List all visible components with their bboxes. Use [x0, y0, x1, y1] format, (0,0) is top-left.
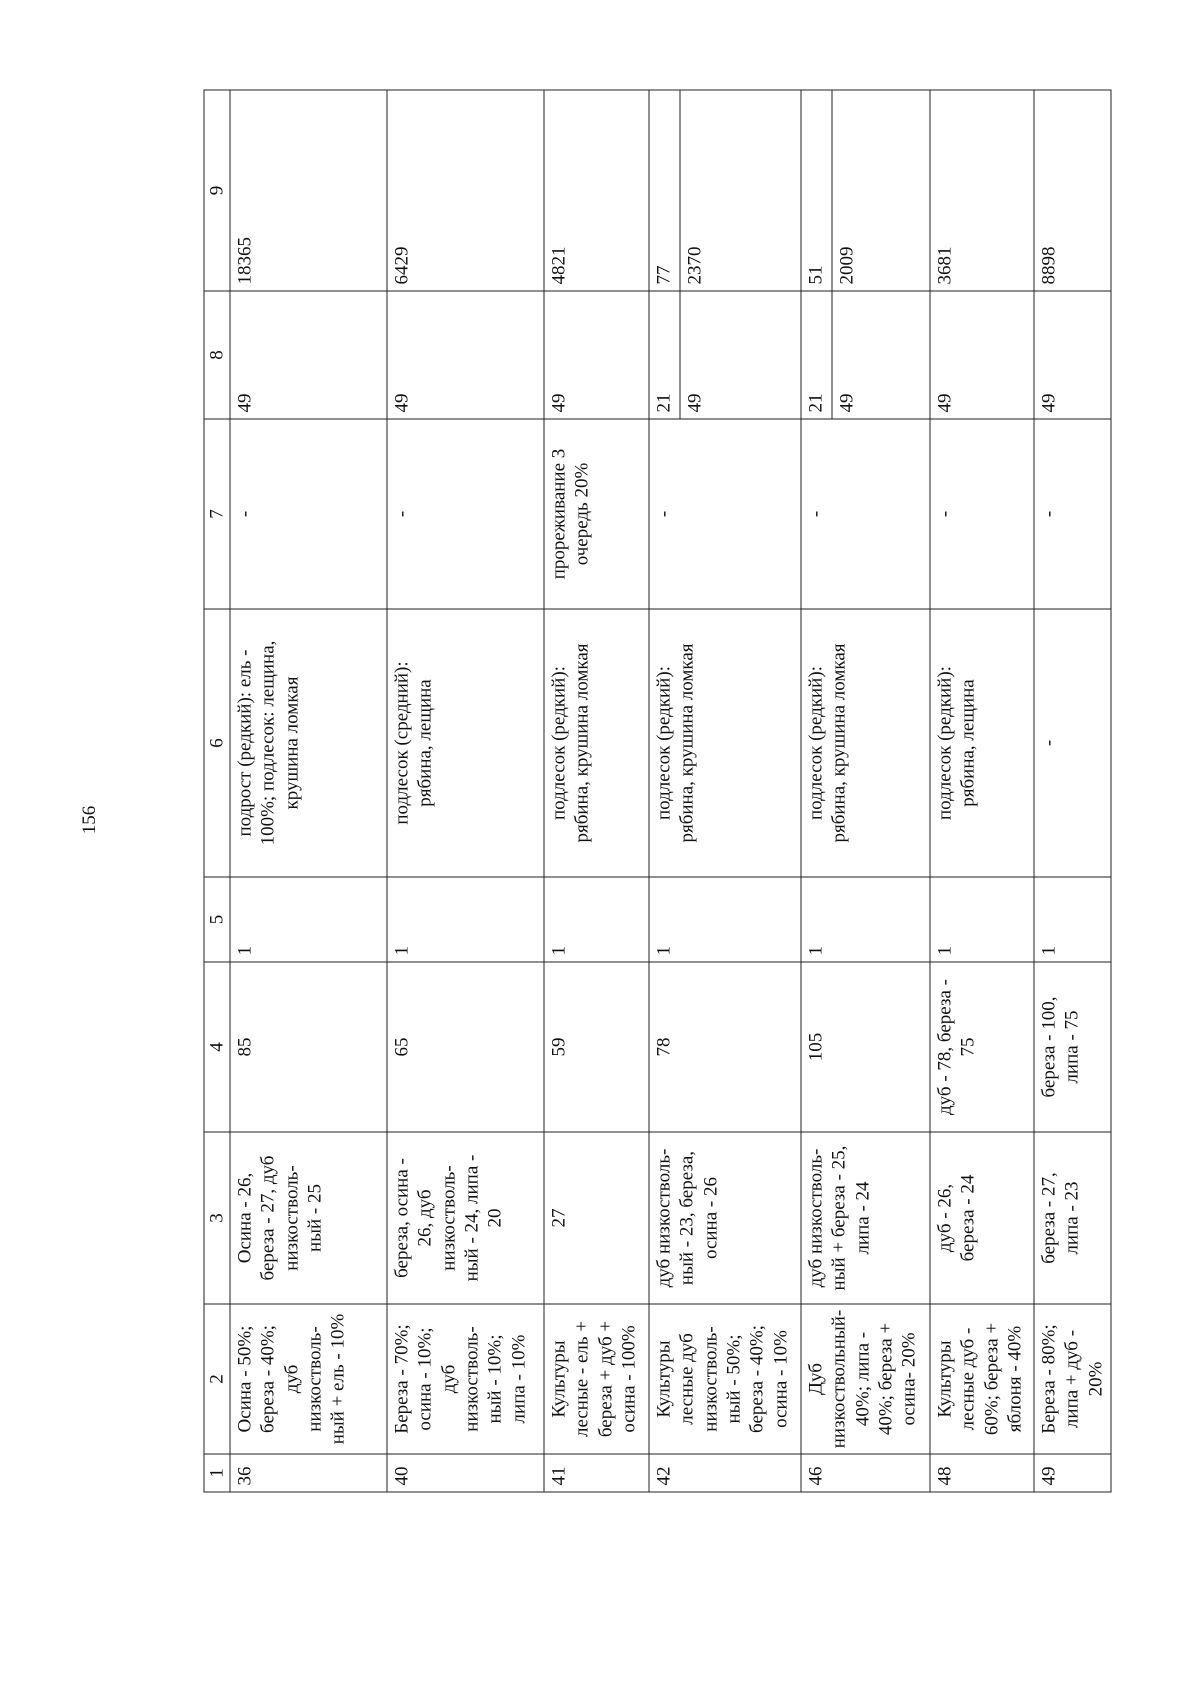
table-cell: - — [387, 419, 544, 609]
table-cell: 49 — [930, 291, 1034, 419]
table-cell: дуб - 26, береза - 24 — [930, 1132, 1034, 1304]
table-cell: 8898 — [1034, 90, 1111, 291]
table-cell: дуб - 78, береза - 75 — [930, 962, 1034, 1132]
forest-stand-table-wrapper — [204, 90, 1107, 1492]
table-row — [649, 90, 801, 1492]
table-cell: Культуры лесные дуб - 60%; береза + яблоня - 40% — [930, 1304, 1034, 1454]
table-cell: 105 — [801, 962, 930, 1132]
page-number: 156 — [79, 805, 100, 835]
table-cell: 1 — [230, 877, 387, 962]
table-cell-lower: 49 — [684, 393, 706, 412]
table-cell: 36 — [230, 1454, 387, 1492]
table-cell: подлесок (редкий): рябина, крушина ломкая — [544, 609, 649, 877]
table-cell: подрост (редкий): ель - 100%; подлесок: лещина, крушина ломкая — [230, 609, 387, 877]
table-cell-lower: 2370 — [684, 246, 706, 284]
table-cell: 1 — [387, 877, 544, 962]
table-cell: Береза - 70%; осина - 10%; дуб низкостволь- ный - 10%; липа - 10% — [387, 1304, 544, 1454]
column-header: 1 — [204, 1454, 230, 1492]
table-cell: береза, осина - 26, дуб низкостволь- ный - 24, липа - 20 — [387, 1132, 544, 1304]
table-cell: 49 — [387, 291, 544, 419]
table-cell: 49 — [1034, 1454, 1111, 1492]
table-cell: береза - 27, липа - 23 — [1034, 1132, 1111, 1304]
table-cell: подлесок (редкий): рябина, крушина ломкая — [649, 609, 801, 877]
table-cell: Культуры лесные дуб низкостволь- ный - 50%; береза - 40%; осина - 10% — [649, 1304, 801, 1454]
table-cell: подлесок (редкий): рябина, лещина — [930, 609, 1034, 877]
table-cell: 49 — [1034, 291, 1111, 419]
table-cell-split — [801, 90, 930, 291]
table-cell-split — [649, 291, 801, 419]
table-cell: Осина - 26, береза - 27, дуб низкостволь- ный - 25 — [230, 1132, 387, 1304]
table-cell: дуб низкостволь- ный - 23, береза, осина - 26 — [649, 1132, 801, 1304]
table-row — [544, 90, 649, 1492]
table-cell: 1 — [801, 877, 930, 962]
table-cell: 49 — [544, 291, 649, 419]
table-cell: 1 — [930, 877, 1034, 962]
column-header: 8 — [204, 291, 230, 419]
column-header: 4 — [204, 962, 230, 1132]
table-row — [930, 90, 1034, 1492]
table-cell: - — [1034, 609, 1111, 877]
table-cell: дуб низкостволь- ный + береза - 25, липа - 24 — [801, 1132, 930, 1304]
table-cell: 1 — [1034, 877, 1111, 962]
table-cell: 4821 — [544, 90, 649, 291]
table-cell: 3681 — [930, 90, 1034, 291]
table-cell: подлесок (редкий): рябина, крушина ломкая — [801, 609, 930, 877]
table-cell: Культуры лесные - ель + береза + дуб + осина - 100% — [544, 1304, 649, 1454]
column-header: 7 — [204, 419, 230, 609]
table-cell: 48 — [930, 1454, 1034, 1492]
table-cell: 27 — [544, 1132, 649, 1304]
table-cell: береза - 100, липа - 75 — [1034, 962, 1111, 1132]
table-cell-split — [649, 90, 801, 291]
table-cell-upper: 77 — [650, 90, 681, 290]
forest-stand-table — [204, 89, 1112, 1492]
table-cell: 78 — [649, 962, 801, 1132]
table-cell: Береза - 80%; липа + дуб - 20% — [1034, 1304, 1111, 1454]
table-cell-lower: 2009 — [836, 246, 858, 284]
table-cell: 18365 — [230, 90, 387, 291]
table-cell: 41 — [544, 1454, 649, 1492]
table-cell-upper: 21 — [802, 291, 833, 418]
table-cell: - — [801, 419, 930, 609]
table-cell-lower: 49 — [836, 393, 858, 412]
table-cell: 46 — [801, 1454, 930, 1492]
table-row — [230, 90, 387, 1492]
column-header: 5 — [204, 877, 230, 962]
table-cell: 49 — [230, 291, 387, 419]
table-row — [387, 90, 544, 1492]
table-cell: подлесок (средний): рябина, лещина — [387, 609, 544, 877]
table-cell-split — [801, 291, 930, 419]
table-cell: 65 — [387, 962, 544, 1132]
table-header-row — [204, 90, 230, 1492]
table-cell: - — [930, 419, 1034, 609]
table-cell: 6429 — [387, 90, 544, 291]
table-cell: - — [649, 419, 801, 609]
table-row — [801, 90, 930, 1492]
column-header: 2 — [204, 1304, 230, 1454]
table-cell: 85 — [230, 962, 387, 1132]
table-cell-upper: 21 — [650, 291, 681, 418]
column-header: 3 — [204, 1132, 230, 1304]
table-cell: 40 — [387, 1454, 544, 1492]
table-cell: 1 — [649, 877, 801, 962]
table-cell: Осина - 50%; береза - 40%; дуб низкостволь- ный + ель - 10% — [230, 1304, 387, 1454]
column-header: 9 — [204, 90, 230, 291]
table-row — [1034, 90, 1111, 1492]
table-cell: 42 — [649, 1454, 801, 1492]
table-cell: Дуб низкоствольный- 40%; липа - 40%; береза + осина- 20% — [801, 1304, 930, 1454]
table-cell: - — [230, 419, 387, 609]
table-cell: - — [1034, 419, 1111, 609]
table-cell: 1 — [544, 877, 649, 962]
column-header: 6 — [204, 609, 230, 877]
table-cell: 59 — [544, 962, 649, 1132]
table-cell-upper: 51 — [802, 90, 833, 290]
table-cell: прореживание 3 очередь 20% — [544, 419, 649, 609]
